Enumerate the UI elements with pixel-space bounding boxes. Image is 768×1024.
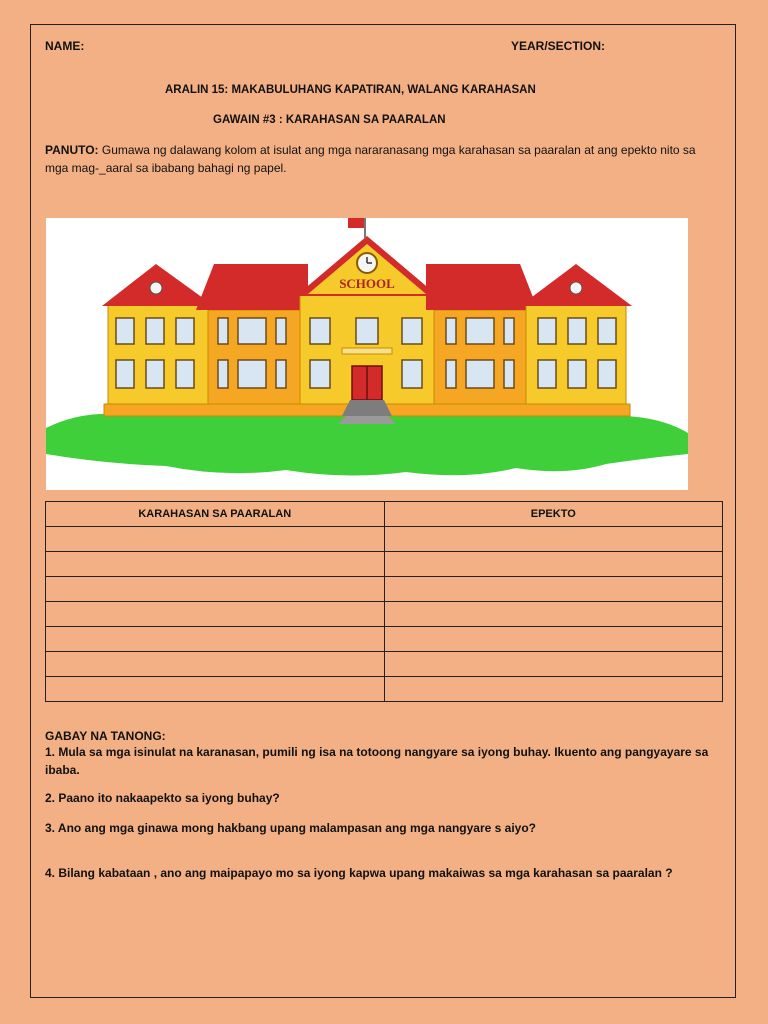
table-cell[interactable] <box>384 602 723 627</box>
name-label: NAME: <box>45 39 85 53</box>
activity-title: GAWAIN #3 : KARAHASAN SA PAARALAN <box>213 114 446 126</box>
table-row <box>46 552 723 577</box>
guide-question-2: 2. Paano ito nakaapekto sa iyong buhay? <box>45 791 280 805</box>
instructions-label: PANUTO: <box>45 143 99 157</box>
violence-effects-table <box>45 501 723 702</box>
table-cell[interactable] <box>384 627 723 652</box>
table-cell[interactable] <box>384 552 723 577</box>
table-row <box>46 652 723 677</box>
table-cell[interactable] <box>384 677 723 702</box>
table-cell[interactable] <box>384 652 723 677</box>
year-section-label: YEAR/SECTION: <box>511 39 606 53</box>
table-cell[interactable] <box>46 627 385 652</box>
table-row <box>46 577 723 602</box>
table-row <box>46 677 723 702</box>
guide-question-1: 1. Mula sa mga isinulat na karanasan, pumili ng isa na totoong nangyare sa iyong buhay. Ikuento ang pangyayare sa ibaba. <box>45 745 709 777</box>
table-header-row <box>46 502 723 527</box>
table-cell[interactable] <box>46 527 385 552</box>
instructions-text: Gumawa ng dalawang kolom at isulat ang mga nararanasang mga karahasan sa paaralan at ang epekto nito sa mga mag-_aaral sa ibabang bahagi ng papel. <box>45 143 696 175</box>
table-cell[interactable] <box>384 527 723 552</box>
table-cell[interactable] <box>46 577 385 602</box>
lesson-title: ARALIN 15: MAKABULUHANG KAPATIRAN, WALANG KARAHASAN <box>165 84 536 96</box>
header-violence-in-school: KARAHASAN SA PAARALAN <box>46 502 385 527</box>
table-row <box>46 627 723 652</box>
table-cell[interactable] <box>46 652 385 677</box>
guide-question-4: 4. Bilang kabataan , ano ang maipapayo mo sa iyong kapwa upang makaiwas sa mga karahasan sa paaralan ? <box>45 866 673 880</box>
school-building-illustration <box>46 218 688 490</box>
school-sign: SCHOOL <box>339 276 395 291</box>
table-cell[interactable] <box>46 602 385 627</box>
table-row <box>46 527 723 552</box>
table-cell[interactable] <box>46 677 385 702</box>
worksheet <box>30 24 736 998</box>
table-cell[interactable] <box>46 552 385 577</box>
header-effect: EPEKTO <box>384 502 723 527</box>
table-row <box>46 602 723 627</box>
guide-questions-title: GABAY NA TANONG: <box>45 729 166 743</box>
guide-question-3: 3. Ano ang mga ginawa mong hakbang upang malampasan ang mga nangyare s aiyo? <box>45 821 536 835</box>
table-cell[interactable] <box>384 577 723 602</box>
instructions <box>45 141 715 177</box>
